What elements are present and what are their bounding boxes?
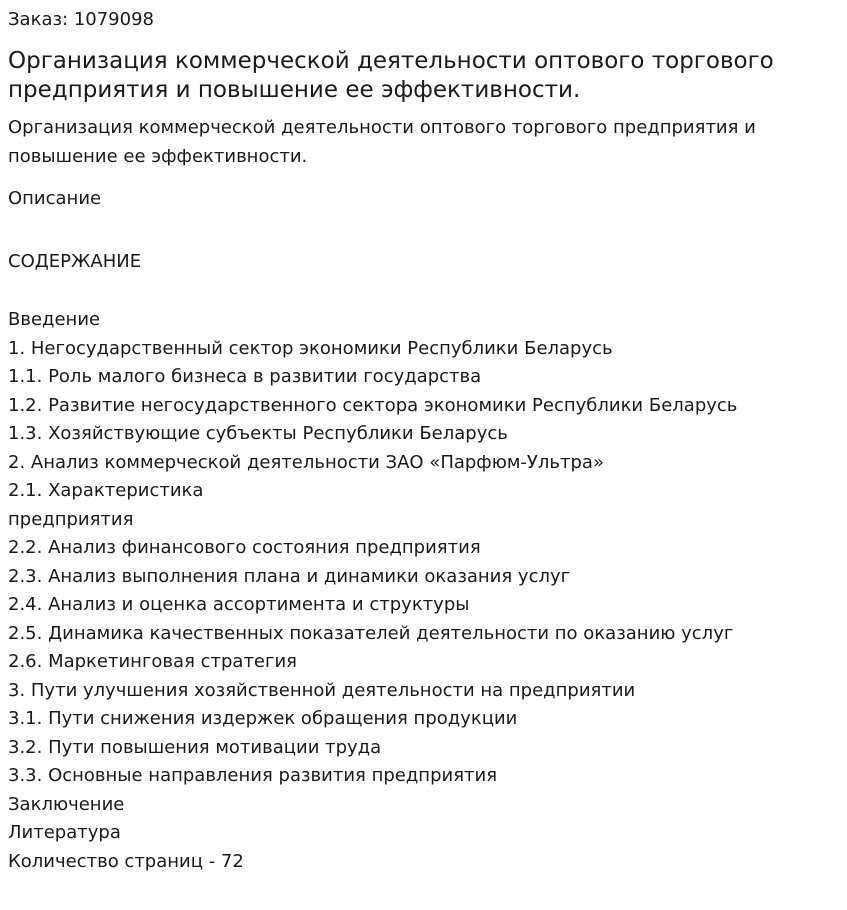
toc-item: 3.3. Основные направления развития предприятия: [8, 765, 498, 786]
document-title: Организация коммерческой деятельности оптового торгового предприятия и повышение ее эффективности.: [8, 48, 774, 103]
order-number: Заказ: 1079098: [8, 9, 154, 30]
toc-item: 1.1. Роль малого бизнеса в развитии государства: [8, 366, 482, 387]
toc-item: 1. Негосударственный сектор экономики Республики Беларусь: [8, 337, 613, 359]
toc-item: 2.5. Динамика качественных показателей деятельности по оказанию услуг: [8, 622, 734, 644]
toc-item: Литература: [8, 822, 121, 843]
table-of-contents: [8, 306, 737, 876]
toc-item: 3.2. Пути повышения мотивации труда: [8, 736, 382, 758]
toc-item: Заключение: [8, 793, 125, 815]
toc-heading: СОДЕРЖАНИЕ: [8, 251, 142, 272]
toc-item: 3. Пути улучшения хозяйственной деятельности на предприятии: [8, 679, 636, 701]
toc-item: 2.6. Маркетинговая стратегия: [8, 651, 297, 672]
toc-item: предприятия: [8, 508, 134, 530]
description-label: Описание: [8, 188, 102, 209]
toc-item: 2.1. Характеристика: [8, 480, 204, 501]
toc-item: Введение: [8, 309, 101, 330]
toc-item: 2.2. Анализ финансового состояния предприятия: [8, 537, 481, 558]
toc-item: 3.1. Пути снижения издержек обращения продукции: [8, 708, 518, 729]
toc-item: 2. Анализ коммерческой деятельности ЗАО «Парфюм-Ультра»: [8, 451, 604, 473]
toc-item: 2.3. Анализ выполнения плана и динамики оказания услуг: [8, 565, 571, 587]
toc-item: Количество страниц - 72: [8, 850, 244, 872]
document-subtitle: Организация коммерческой деятельности оптового торгового предприятия и повышение ее эффективности.: [8, 117, 756, 167]
toc-item: 1.3. Хозяйствующие субъекты Республики Беларусь: [8, 423, 508, 444]
toc-item: 1.2. Развитие негосударственного сектора экономики Республики Беларусь: [8, 394, 738, 416]
toc-item: 2.4. Анализ и оценка ассортимента и структуры: [8, 594, 470, 615]
